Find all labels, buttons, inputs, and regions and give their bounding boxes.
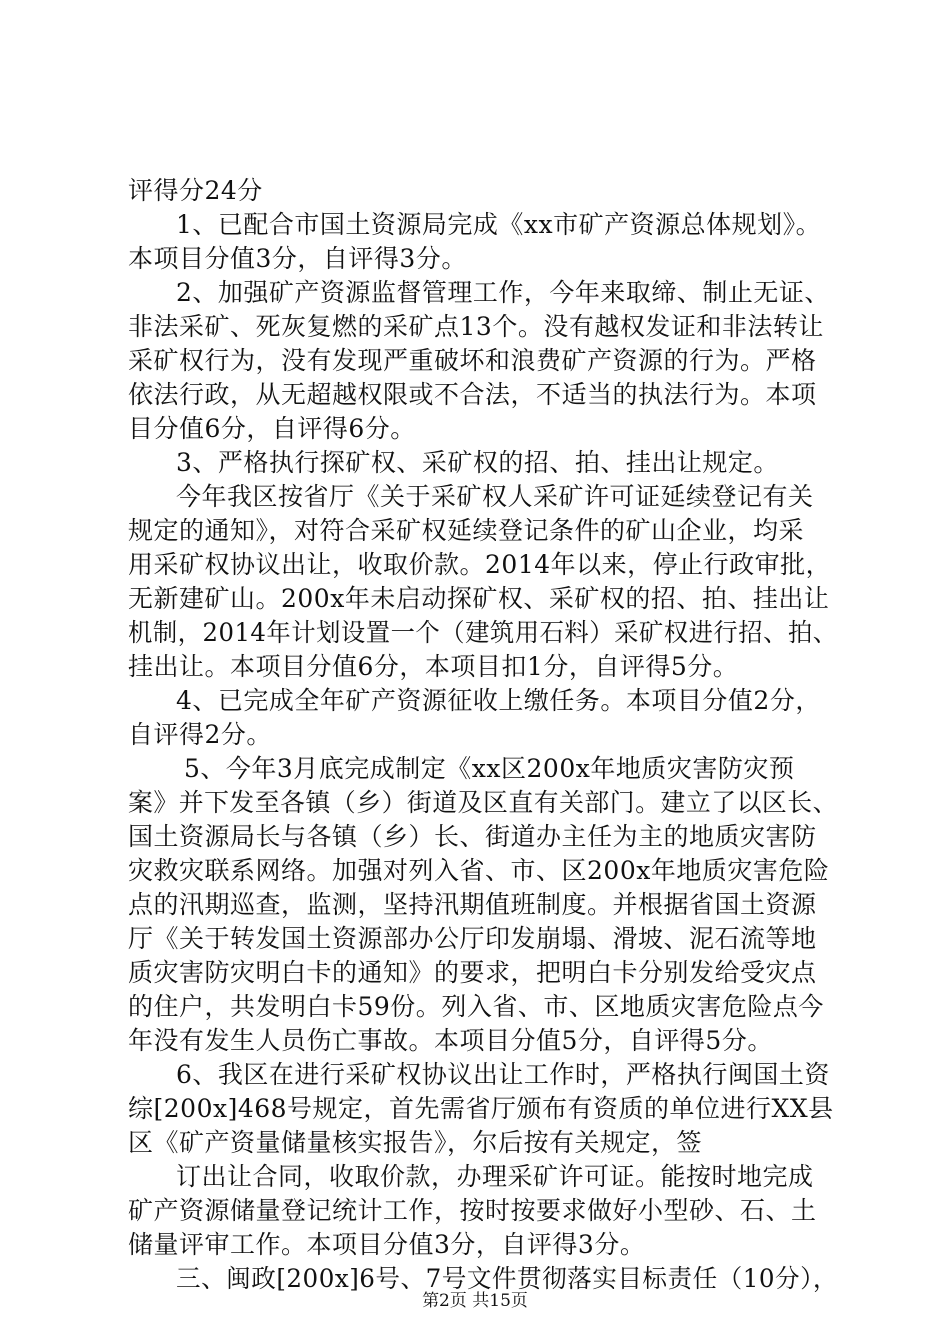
text-line: 用采矿权协议出让，收取价款。2014年以来，停止行政审批， [128,550,832,579]
text-line: 依法行政，从无超越权限或不合法，不适当的执法行为。本项 [128,380,817,409]
text-line: 目分值6分，自评得6分。 [128,414,416,443]
text-line: 厅《关于转发国土资源部办公厅印发崩塌、滑坡、泥石流等地 [128,924,817,953]
text-line: 5、今年3月底完成制定《xx区200x年地质灾害防灾预 [184,754,795,783]
text-line: 国土资源局长与各镇（乡）长、街道办主任为主的地质灾害防 [128,822,817,851]
text-line: 综[200x]468号规定，首先需省厅颁布有资质的单位进行XX县 [128,1094,834,1123]
text-line: 机制，2014年计划设置一个（建筑用石料）采矿权进行招、拍、 [128,618,838,647]
text-line: 非法采矿、死灰复燃的采矿点13个。没有越权发证和非法转让 [128,312,824,341]
text-line: 挂出让。本项目分值6分，本项目扣1分，自评得5分。 [128,652,739,681]
text-line: 3、严格执行探矿权、采矿权的招、拍、挂出让规定。 [176,448,779,477]
text-line: 矿产资源储量登记统计工作，按时按要求做好小型砂、石、土 [128,1196,817,1225]
text-line: 案》并下发至各镇（乡）街道及区直有关部门。建立了以区长、 [128,788,839,817]
text-line: 2、加强矿产资源监督管理工作，今年来取缔、制止无证、 [176,278,830,307]
text-line: 今年我区按省厅《关于采矿权人采矿许可证延续登记有关 [176,482,814,511]
text-line: 质灾害防灾明白卡的通知》的要求，把明白卡分别发给受灾点 [128,958,817,987]
text-line: 灾救灾联系网络。加强对列入省、市、区200x年地质灾害危险 [128,856,830,885]
text-line: 4、已完成全年矿产资源征收上缴任务。本项目分值2分， [176,686,821,715]
text-line: 储量评审工作。本项目分值3分，自评得3分。 [128,1230,646,1259]
text-line: 评得分24分 [128,176,263,205]
text-line: 6、我区在进行采矿权协议出让工作时，严格执行闽国土资 [176,1060,830,1089]
text-line: 区《矿产资量储量核实报告》，尔后按有关规定，签 [128,1128,703,1157]
text-line: 本项目分值3分，自评得3分。 [128,244,467,273]
text-line: 三、闽政[200x]6号、7号文件贯彻落实目标责任（10分）， [176,1264,838,1293]
text-line: 规定的通知》，对符合采矿权延续登记条件的矿山企业，均采 [128,516,805,545]
text-line: 自评得2分。 [128,720,272,749]
text-line: 点的汛期巡查，监测，坚持汛期值班制度。并根据省国土资源 [128,890,817,919]
text-line: 采矿权行为，没有发现严重破坏和浪费矿产资源的行为。严格 [128,346,817,375]
text-line: 无新建矿山。200x年未启动探矿权、采矿权的招、拍、挂出让 [128,584,830,613]
text-line: 1、已配合市国土资源局完成《xx市矿产资源总体规划》。 [176,210,822,239]
text-line: 订出让合同，收取价款，办理采矿许可证。能按时地完成 [176,1162,814,1191]
text-line: 年没有发生人员伤亡事故。本项目分值5分，自评得5分。 [128,1026,773,1055]
text-line: 的住户，共发明白卡59份。列入省、市、区地质灾害危险点今 [128,992,824,1021]
page-number-footer: 第2页 共15页 [422,1291,528,1311]
